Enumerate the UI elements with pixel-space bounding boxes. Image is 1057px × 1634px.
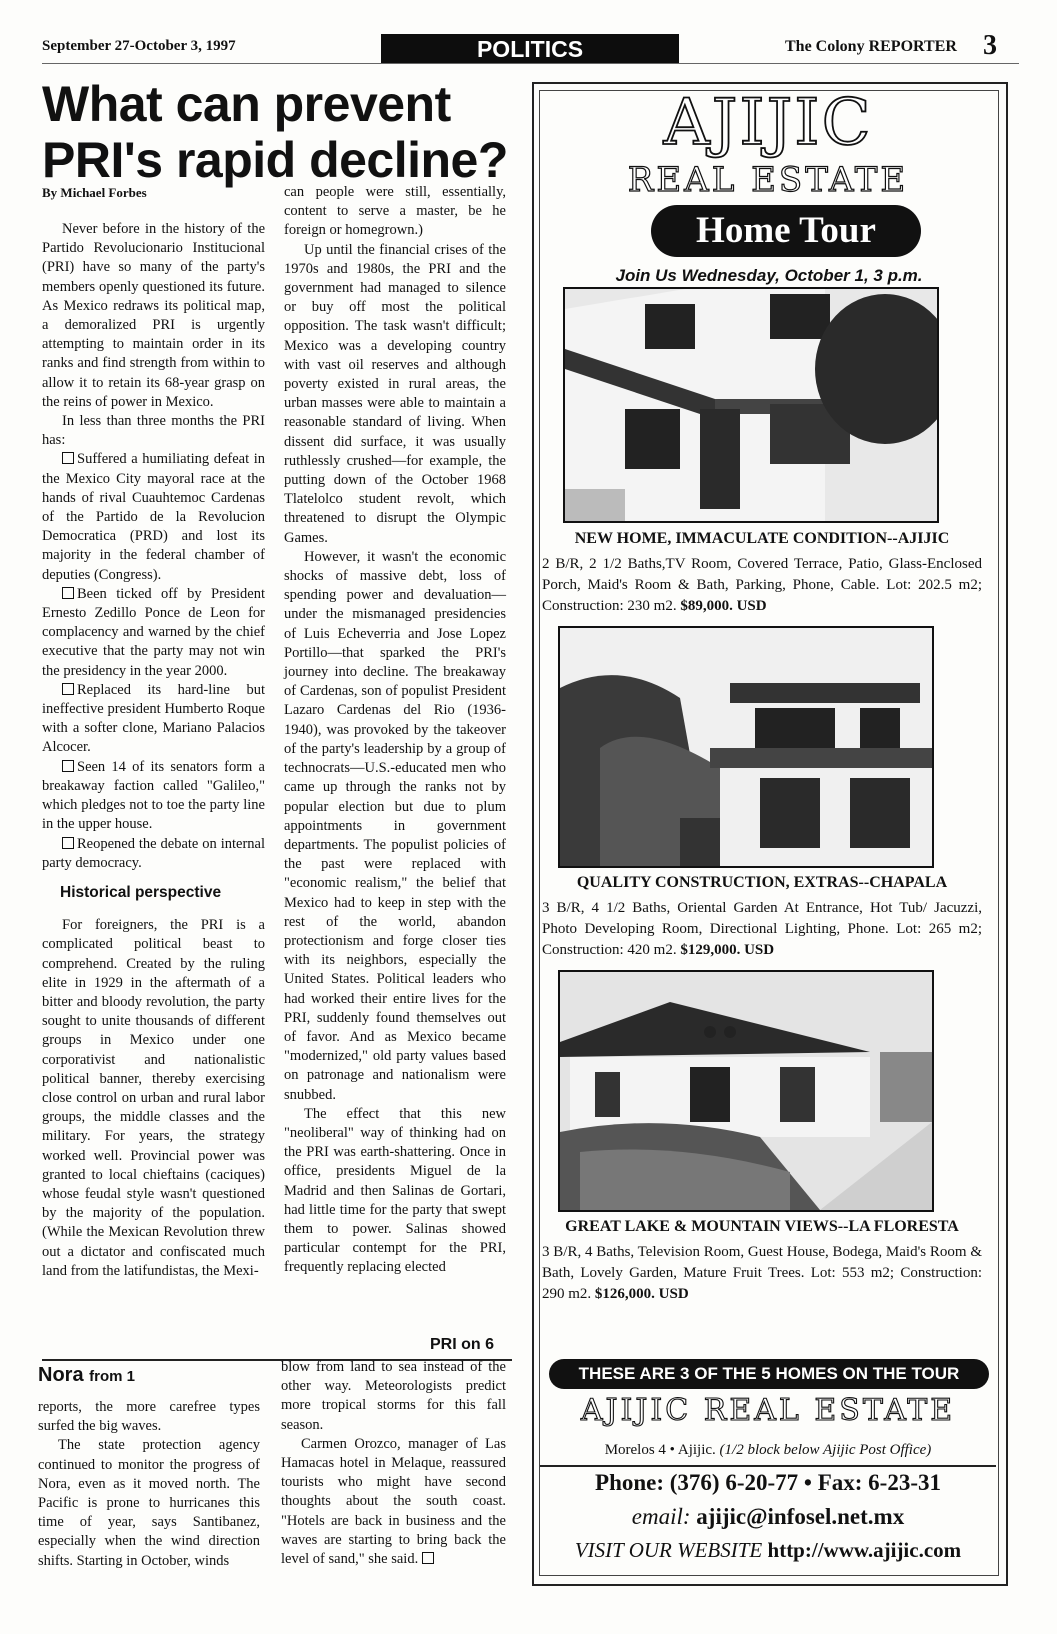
- bullet-item: Reopened the debate on internal party democracy.: [42, 835, 265, 871]
- ad-logo-real-estate: REAL ESTATE: [627, 160, 909, 200]
- house-photo-3: [558, 970, 934, 1212]
- listing-3-details: 3 B/R, 4 Baths, Television Room, Guest House, Bodega, Maid's Room & Bath, Lovely Garden, Mature Fruit Trees. Lot: 553 m2; Construction: 290 m2. $126,000. USD: [542, 1244, 982, 1302]
- paragraph: For foreigners, the PRI is a complicated political beast to comprehend. Created by the ruling elite in 1929 in the aftermath of a bitter and bloody revolution, the party sought to unite thousands of different groups in Mexico under one corporativist and nationalistic political banner, thereby exercising close control on urban and rural labor groups, the middle classes and the military. For years, the strategy worked well. Provincial power was granted to local chieftains (caciques) whose feudal style wasn't questioned by the majority of the population. (While the Mexican Revolution threw out a dictator and confiscated much land from the latifundistas, the Mexi-: [42, 917, 265, 1279]
- ad-logo-ajijic: AJIJIC: [663, 86, 873, 160]
- header-rule: [42, 63, 1019, 64]
- end-mark-icon: [422, 1552, 434, 1564]
- listing-3-price: $126,000. USD: [594, 1286, 689, 1302]
- paragraph: The effect that this new "neoliberal" way of thinking had on the PRI was earth-shattering. Once in office, presidents Miguel de la Madrid and then Salinas de Gortari, had little time for the party that swept them to power. Salinas showed particular contempt for the PRI, frequently replacing elected: [284, 1105, 506, 1276]
- nora-jump-from[interactable]: from 1: [89, 1368, 135, 1385]
- listing-1-price: $89,000. USD: [680, 598, 767, 614]
- listing-1-details: 2 B/R, 2 1/2 Baths,TV Room, Covered Terrace, Patio, Glass-Enclosed Porch, Maid's Room & Bath, Parking, Phone, Cable. Lot: 202.5 m2; Construction: 230 m2. $89,000. USD: [542, 556, 982, 614]
- listing-1-title: NEW HOME, IMMACULATE CONDITION--AJIJIC: [574, 530, 950, 547]
- ad-email: email: ajijic@infosel.net.mx: [631, 1504, 905, 1529]
- article-byline: By Michael Forbes: [42, 185, 147, 200]
- paragraph: In less than three months the PRI has:: [42, 413, 265, 449]
- bullet-item: Seen 14 of its senators form a breakaway faction called "Galileo," which pledges not to toe the party line in the upper house.: [42, 758, 265, 833]
- paragraph: Never before in the history of the Partido Revolucionario Institucional (PRI) have so many of the party's members openly questioned its future. As Mexico redraws its political map, a demoralized PRI is urgently attempting to maintain order in its ranks and find strength from within to allow it to retain its 68-year grasp on the reins of power in Mexico.: [42, 221, 265, 410]
- paragraph: The state protection agency continued to monitor the progress of Nora, even as it moved north. The Pacific is prone to hurricanes this time of year, says Santibanez, especially when the wind direction shifts. Starting in October, winds: [38, 1437, 260, 1569]
- continued-jump[interactable]: PRI on 6: [430, 1336, 495, 1353]
- ad-logo-footer: AJIJIC REAL ESTATE: [580, 1393, 956, 1428]
- subheading: Historical perspective: [60, 883, 222, 901]
- ad-address: Morelos 4 • Ajijic. (1/2 block below Ajijic Post Office): [604, 1442, 932, 1458]
- section-banner: POLITICS: [381, 34, 679, 64]
- nora-column-2: [281, 1358, 506, 1569]
- listing-2-details: 3 B/R, 4 1/2 Baths, Oriental Garden At Entrance, Hot Tub/ Jacuzzi, Photo Developing Room, Directional Lighting, Phone. Lot: 265 m2; Construction: 420 m2. $129,000. USD: [542, 900, 982, 958]
- tour-notice-bar: THESE ARE 3 OF THE 5 HOMES ON THE TOUR: [549, 1359, 989, 1389]
- bullet-item: Replaced its hard-line but ineffective president Humberto Roque with a softer clone, Mariano Palacios Alcocer.: [42, 681, 265, 756]
- paragraph: reports, the more carefree types surfed the big waves.: [38, 1399, 260, 1435]
- paragraph: blow from land to sea instead of the other way. Meteorologists predict more tropical storms for this fall season.: [281, 1359, 506, 1433]
- paper-name: The Colony REPORTER: [785, 38, 957, 55]
- bullet-item: Suffered a humiliating defeat in the Mexico City mayoral race at the hands of rival Cuauhtemoc Cardenas of the Partido de la Revolucion Democratica (PRD) and lost its majority in the federal chamber of deputies (Congress).: [42, 451, 265, 583]
- checkbox-icon: [62, 452, 74, 464]
- checkbox-icon: [62, 683, 74, 695]
- ad-phone-fax: Phone: (376) 6-20-77 • Fax: 6-23-31: [595, 1470, 941, 1495]
- article-column-2: [284, 183, 506, 1278]
- checkbox-icon: [62, 760, 74, 772]
- article-headline: What can prevent PRI's rapid decline?: [42, 76, 508, 188]
- paragraph: can people were still, essentially, content to serve a master, be he foreign or homegrown.): [284, 184, 506, 239]
- nora-headline: Nora from 1: [38, 1364, 135, 1386]
- checkbox-icon: [62, 837, 74, 849]
- paragraph: However, it wasn't the economic shocks of massive debt, loss of spending power and devaluation—under the mismanaged presidencies of Luis Echeverria and Jose Lopez Portillo—that sparked the PRI's journey into decline. The breakaway of Cardenas, son of populist President Lazaro Cardenas del Rio (1936-1940), was provoked by the takeover of the party's leadership by a group of technocrats—U.S.-educated men who came up through the ranks not by popular election but due to plum appointments in government departments. The populist policies of the past were replaced with "economic realism," the belief that Mexico had to keep in step with the rest of the world, abandon protectionism and forge closer ties with its neighbors, especially the United States. Political leaders who had worked their entire lives for the PRI, suddenly found themselves out of favor. And as Mexico became "modernized," old party values based on patronage and nationalism were snubbed.: [284, 548, 506, 1103]
- checkbox-icon: [62, 587, 74, 599]
- ad-website: VISIT OUR WEBSITE http://www.ajijic.com: [574, 1538, 962, 1562]
- issue-date: September 27-October 3, 1997: [42, 38, 236, 54]
- home-tour-banner: Home Tour: [651, 205, 921, 257]
- tour-date: Join Us Wednesday, October 1, 3 p.m.: [615, 266, 923, 285]
- house-photo-1: [563, 287, 939, 523]
- paragraph: Up until the financial crises of the 1970s and 1980s, the PRI and the government had managed to silence or buy off most the political opposition. The task wasn't difficult; Mexico was a developing country with vast oil reserves and although poverty existed in rural areas, the urban masses were able to maintain a reasonable standard of living. When dissent did surface, it was usually ruthlessly crushed—for example, the putting down of the October 1968 Tlatelolco student revolt, which threatened to disrupt the Olympic Games.: [284, 241, 506, 546]
- website-link[interactable]: http://www.ajijic.com: [767, 1538, 962, 1562]
- listing-2-price: $129,000. USD: [680, 942, 775, 958]
- listing-2-title: QUALITY CONSTRUCTION, EXTRAS--CHAPALA: [576, 874, 948, 891]
- bullet-item: Been ticked off by President Ernesto Zedillo Ponce de Leon for complacency and warned by the chief executive that the party may not win the presidency in the year 2000.: [42, 585, 265, 679]
- ad-divider: [540, 1465, 996, 1467]
- email-link[interactable]: ajijic@infosel.net.mx: [696, 1504, 905, 1529]
- nora-column-1: [38, 1398, 260, 1571]
- paragraph: Carmen Orozco, manager of Las Hamacas hotel in Melaque, reassured tourists who might have second thoughts about the south coast. "Hotels are back in business and the waves are starting to bring back the level of sand," she said.: [281, 1435, 506, 1568]
- listing-3-title: GREAT LAKE & MOUNTAIN VIEWS--LA FLORESTA: [565, 1218, 959, 1235]
- house-photo-2: [558, 626, 934, 868]
- page-number: 3: [983, 30, 997, 61]
- article-column-1: [42, 220, 265, 1281]
